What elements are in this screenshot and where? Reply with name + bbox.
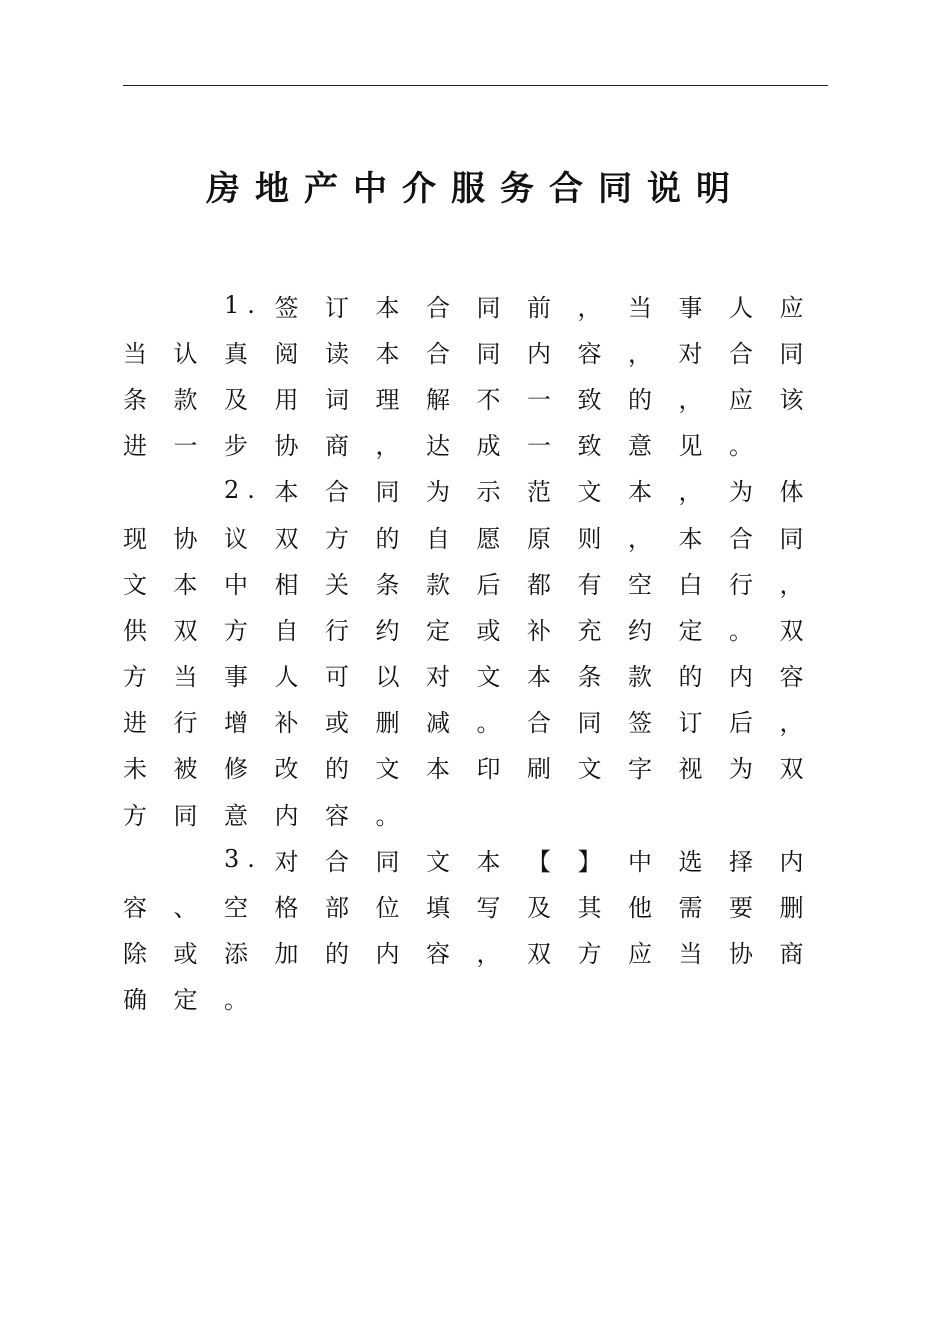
text-char: 成 — [476, 432, 501, 461]
text-char: 本 — [426, 755, 450, 784]
text-char: 愿 — [476, 524, 501, 553]
text-char: 的 — [375, 524, 400, 553]
text-char: 人 — [274, 663, 299, 692]
text-char: 未 — [123, 755, 147, 784]
text-char: 同 — [173, 801, 198, 830]
text-char: 签 — [628, 709, 652, 738]
text-char: 容 — [426, 940, 450, 969]
text-char: ， — [375, 432, 400, 461]
text-char: 应 — [729, 385, 753, 414]
text-char: ， — [577, 293, 602, 322]
text-char: 的 — [628, 385, 652, 414]
text-char: 条 — [123, 385, 147, 414]
text-char: 加 — [274, 940, 299, 969]
text-char: 位 — [375, 894, 400, 923]
text-char: 内 — [527, 339, 551, 368]
text-char: 事 — [678, 293, 703, 322]
text-char: 定 — [678, 616, 703, 645]
text-char: 行 — [729, 570, 753, 599]
text-char: 确 — [123, 986, 147, 1015]
text-char: 都 — [527, 570, 551, 599]
text-char: 词 — [325, 385, 349, 414]
paragraph-1 — [123, 282, 813, 467]
text-line — [123, 929, 813, 975]
text-char: 当 — [123, 339, 147, 368]
text-char: 当 — [678, 940, 703, 969]
text-char: 充 — [577, 616, 602, 645]
text-char: 本 — [628, 478, 652, 507]
text-char: 步 — [224, 432, 248, 461]
text-char: 内 — [729, 663, 753, 692]
document-body — [123, 282, 813, 1021]
text-char: 为 — [729, 755, 753, 784]
text-char: 同 — [779, 339, 804, 368]
text-char: 需 — [678, 894, 703, 923]
text-line — [123, 790, 813, 836]
text-char: 白 — [678, 570, 703, 599]
text-char: 方 — [123, 663, 147, 692]
text-char: 方 — [577, 940, 602, 969]
text-char: 同 — [476, 339, 501, 368]
text-char: 被 — [173, 755, 198, 784]
text-char: 方 — [123, 801, 147, 830]
text-char: 范 — [527, 478, 551, 507]
document-title: 房地产中介服务合同说明 — [206, 169, 745, 209]
text-char: ， — [628, 524, 652, 553]
text-char: 的 — [678, 663, 703, 692]
text-char: 2. — [224, 475, 263, 504]
text-char: 方 — [325, 524, 349, 553]
text-char: 人 — [729, 293, 753, 322]
text-char: 其 — [577, 894, 602, 923]
text-char: 、 — [173, 894, 198, 923]
text-char: 或 — [173, 940, 198, 969]
text-char: 增 — [224, 709, 248, 738]
text-char: 有 — [577, 570, 602, 599]
text-char: 空 — [224, 894, 248, 923]
text-char: 对 — [426, 663, 450, 692]
text-char: 协 — [729, 940, 753, 969]
text-char: 合 — [325, 478, 349, 507]
text-char: 。 — [375, 801, 400, 830]
text-char: 3. — [224, 845, 263, 874]
text-char: 或 — [476, 616, 501, 645]
text-char: 当 — [173, 663, 198, 692]
text-char: 应 — [779, 293, 804, 322]
text-char: 他 — [628, 894, 652, 923]
paragraph-3 — [123, 836, 813, 1021]
text-char: 签 — [274, 293, 299, 322]
text-char: 择 — [729, 847, 753, 876]
text-char: 文 — [577, 478, 602, 507]
text-char: 容 — [577, 339, 602, 368]
text-line — [123, 513, 813, 559]
text-line — [123, 698, 813, 744]
text-char: 文 — [426, 847, 450, 876]
text-char: 关 — [325, 570, 349, 599]
text-char: 同 — [779, 524, 804, 553]
text-char: 后 — [729, 709, 753, 738]
text-char: 格 — [274, 894, 299, 923]
text-char: 双 — [274, 524, 299, 553]
text-char: 本 — [375, 339, 400, 368]
text-char: ， — [476, 940, 501, 969]
text-char: 意 — [224, 801, 248, 830]
text-char: 以 — [375, 663, 400, 692]
text-char: 合 — [729, 339, 753, 368]
text-char: 文 — [375, 755, 400, 784]
text-char: 事 — [224, 663, 248, 692]
text-char: 的 — [325, 940, 349, 969]
text-line — [123, 467, 813, 513]
text-char: 字 — [628, 755, 652, 784]
text-char: 同 — [577, 709, 602, 738]
text-char: 或 — [325, 709, 349, 738]
text-char: 双 — [527, 940, 551, 969]
text-char: ， — [779, 570, 804, 599]
text-char: 方 — [224, 616, 248, 645]
text-char: 致 — [577, 385, 602, 414]
text-char: 修 — [224, 755, 248, 784]
text-char: 。 — [224, 986, 248, 1015]
text-char: 本 — [678, 524, 703, 553]
text-char: 议 — [224, 524, 248, 553]
text-char: 双 — [173, 616, 198, 645]
text-char: 改 — [274, 755, 299, 784]
text-char: 不 — [476, 385, 501, 414]
text-char: 一 — [173, 432, 198, 461]
text-char: 行 — [173, 709, 198, 738]
text-char: 容 — [779, 663, 804, 692]
text-char: 中 — [224, 570, 248, 599]
text-char: 达 — [426, 432, 450, 461]
text-char: 合 — [426, 339, 450, 368]
text-char: 阅 — [274, 339, 299, 368]
text-char: 为 — [729, 478, 753, 507]
text-char: 可 — [325, 663, 349, 692]
text-char: 前 — [527, 293, 551, 322]
text-char: 要 — [729, 894, 753, 923]
text-char: 视 — [678, 755, 703, 784]
text-line — [123, 282, 813, 328]
text-char: 则 — [577, 524, 602, 553]
text-char: 刷 — [527, 755, 551, 784]
text-char: 】 — [577, 847, 602, 876]
text-char: ， — [628, 339, 652, 368]
text-char: 同 — [375, 847, 400, 876]
text-char: 现 — [123, 524, 147, 553]
text-char: 合 — [729, 524, 753, 553]
text-char: 进 — [123, 709, 147, 738]
text-char: 商 — [325, 432, 349, 461]
text-char: 相 — [274, 570, 299, 599]
text-char: 补 — [527, 616, 551, 645]
text-char: 内 — [779, 847, 804, 876]
text-line — [123, 328, 813, 374]
text-line — [123, 882, 813, 928]
text-char: 及 — [527, 894, 551, 923]
text-char: 条 — [577, 663, 602, 692]
text-line — [123, 559, 813, 605]
text-char: 容 — [325, 801, 349, 830]
text-line — [123, 605, 813, 651]
text-char: 文 — [123, 570, 147, 599]
text-char: 同 — [375, 478, 400, 507]
header-rule — [123, 85, 828, 86]
text-char: 款 — [628, 663, 652, 692]
text-char: ， — [678, 385, 703, 414]
text-char: 双 — [779, 755, 804, 784]
text-char: 理 — [375, 385, 400, 414]
text-char: 写 — [476, 894, 501, 923]
text-char: 读 — [325, 339, 349, 368]
text-char: 致 — [577, 432, 602, 461]
paragraph-2 — [123, 467, 813, 837]
text-char: ， — [678, 478, 703, 507]
text-char: 行 — [325, 616, 349, 645]
text-char: 自 — [426, 524, 450, 553]
text-char: 协 — [173, 524, 198, 553]
text-char: 订 — [325, 293, 349, 322]
text-char: 一 — [527, 432, 551, 461]
text-char: 中 — [628, 847, 652, 876]
text-char: 用 — [274, 385, 299, 414]
text-char: 1. — [224, 291, 263, 320]
text-char: 定 — [426, 616, 450, 645]
text-char: 见 — [678, 432, 703, 461]
text-char: 约 — [628, 616, 652, 645]
text-char: 意 — [628, 432, 652, 461]
text-char: 合 — [527, 709, 551, 738]
text-char: 解 — [426, 385, 450, 414]
text-char: 空 — [628, 570, 652, 599]
text-char: 减 — [426, 709, 450, 738]
text-char: 填 — [426, 894, 450, 923]
text-char: 本 — [274, 478, 299, 507]
text-char: 条 — [375, 570, 400, 599]
text-char: 约 — [375, 616, 400, 645]
text-char: 款 — [426, 570, 450, 599]
text-line — [123, 374, 813, 420]
text-char: 款 — [173, 385, 198, 414]
text-char: 为 — [426, 478, 450, 507]
text-char: 本 — [375, 293, 400, 322]
text-char: 内 — [375, 940, 400, 969]
text-line — [123, 975, 813, 1021]
text-char: 自 — [274, 616, 299, 645]
text-char: 真 — [224, 339, 248, 368]
text-char: 内 — [274, 801, 299, 830]
text-char: 。 — [729, 432, 753, 461]
text-char: 定 — [173, 986, 198, 1015]
text-char: 进 — [123, 432, 147, 461]
text-char: 印 — [476, 755, 501, 784]
text-char: 容 — [123, 894, 147, 923]
text-char: 合 — [325, 847, 349, 876]
text-char: 双 — [779, 616, 804, 645]
text-char: 同 — [476, 293, 501, 322]
text-char: 供 — [123, 616, 147, 645]
text-char: 一 — [527, 385, 551, 414]
text-char: 本 — [527, 663, 551, 692]
text-char: 添 — [224, 940, 248, 969]
text-char: 文 — [577, 755, 602, 784]
text-char: 补 — [274, 709, 299, 738]
text-char: 协 — [274, 432, 299, 461]
text-char: 当 — [628, 293, 652, 322]
text-char: 。 — [476, 709, 501, 738]
text-char: 原 — [527, 524, 551, 553]
text-char: 【 — [527, 847, 551, 876]
text-char: 文 — [476, 663, 501, 692]
text-char: 订 — [678, 709, 703, 738]
text-char: 选 — [678, 847, 703, 876]
text-char: 该 — [779, 385, 804, 414]
text-char: 体 — [779, 478, 804, 507]
text-char: 部 — [325, 894, 349, 923]
text-char: 本 — [173, 570, 198, 599]
text-char: 对 — [274, 847, 299, 876]
text-char: 示 — [476, 478, 501, 507]
text-line — [123, 744, 813, 790]
text-char: 应 — [628, 940, 652, 969]
text-char: 对 — [678, 339, 703, 368]
text-char: 。 — [729, 616, 753, 645]
text-line — [123, 421, 813, 467]
text-char: ， — [779, 709, 804, 738]
text-line — [123, 836, 813, 882]
text-char: 删 — [779, 894, 804, 923]
text-char: 后 — [476, 570, 501, 599]
text-char: 合 — [426, 293, 450, 322]
text-char: 本 — [476, 847, 501, 876]
text-line — [123, 652, 813, 698]
text-char: 认 — [173, 339, 198, 368]
text-char: 的 — [325, 755, 349, 784]
text-char: 及 — [224, 385, 248, 414]
text-char: 商 — [779, 940, 804, 969]
text-char: 除 — [123, 940, 147, 969]
text-char: 删 — [375, 709, 400, 738]
